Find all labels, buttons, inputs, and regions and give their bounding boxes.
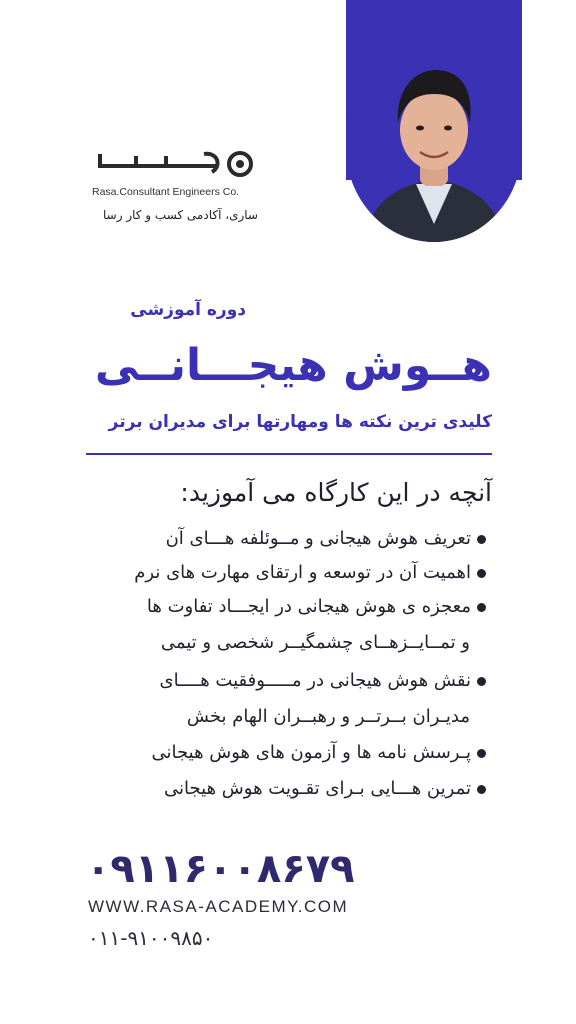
bullet-icon bbox=[477, 535, 486, 544]
bullet-icon bbox=[477, 603, 486, 612]
brand-name-en: Rasa.Consultant Engineers Co. bbox=[92, 186, 240, 198]
instructor-photo bbox=[346, 52, 522, 242]
list-item: تعریف هوش هیجانی و مــوئلفه هـــای آن bbox=[166, 528, 486, 549]
list-item: تمرین هـــایی بـرای تقـویت هوش هیجانی bbox=[164, 778, 486, 799]
course-subtitle: کلیدی ترین نکته ها ومهارتها برای مدیران برتر bbox=[108, 412, 492, 432]
course-title: هــوش هیجـــانــی bbox=[94, 340, 492, 391]
brand-logo bbox=[92, 148, 264, 228]
list-item: معجزه ی هوش هیجانی در ایجـــاد تفاوت ها bbox=[147, 596, 486, 617]
brand-tagline: ساری، آکادمی کسب و کار رسا bbox=[103, 208, 258, 222]
list-item: پـرسش نامه ها و آزمون های هوش هیجانی bbox=[152, 742, 486, 763]
workshop-heading: آنچه در این کارگاه می آموزید: bbox=[180, 478, 492, 507]
bullet-icon bbox=[477, 569, 486, 578]
list-item: اهمیت آن در توسعه و ارتقای مهارت های نرم bbox=[134, 562, 486, 583]
course-label: دوره آموزشی bbox=[130, 300, 246, 320]
mobile-number[interactable]: ۰۹۱۱۶۰۰۸۶۷۹ bbox=[86, 846, 355, 892]
rasa-logo-icon bbox=[94, 148, 262, 182]
instructor-portrait-icon bbox=[346, 52, 522, 242]
list-item-continuation: مدیـران بــرتــر و رهبــران الهام بخش bbox=[186, 706, 470, 727]
bullet-icon bbox=[477, 749, 486, 758]
list-item: نقش هوش هیجانی در مـــــوفقیت هــــای bbox=[160, 670, 486, 691]
landline-number[interactable]: ۰۱۱-۹۱۰۰۹۸۵۰ bbox=[88, 926, 214, 950]
bullet-icon bbox=[477, 677, 486, 686]
list-item-continuation: و تمــایــزهــای چشمگیــر شخصی و تیمی bbox=[160, 632, 470, 653]
website-link[interactable]: WWW.RASA-ACADEMY.COM bbox=[88, 897, 349, 916]
bullet-icon bbox=[477, 785, 486, 794]
divider bbox=[86, 453, 492, 455]
